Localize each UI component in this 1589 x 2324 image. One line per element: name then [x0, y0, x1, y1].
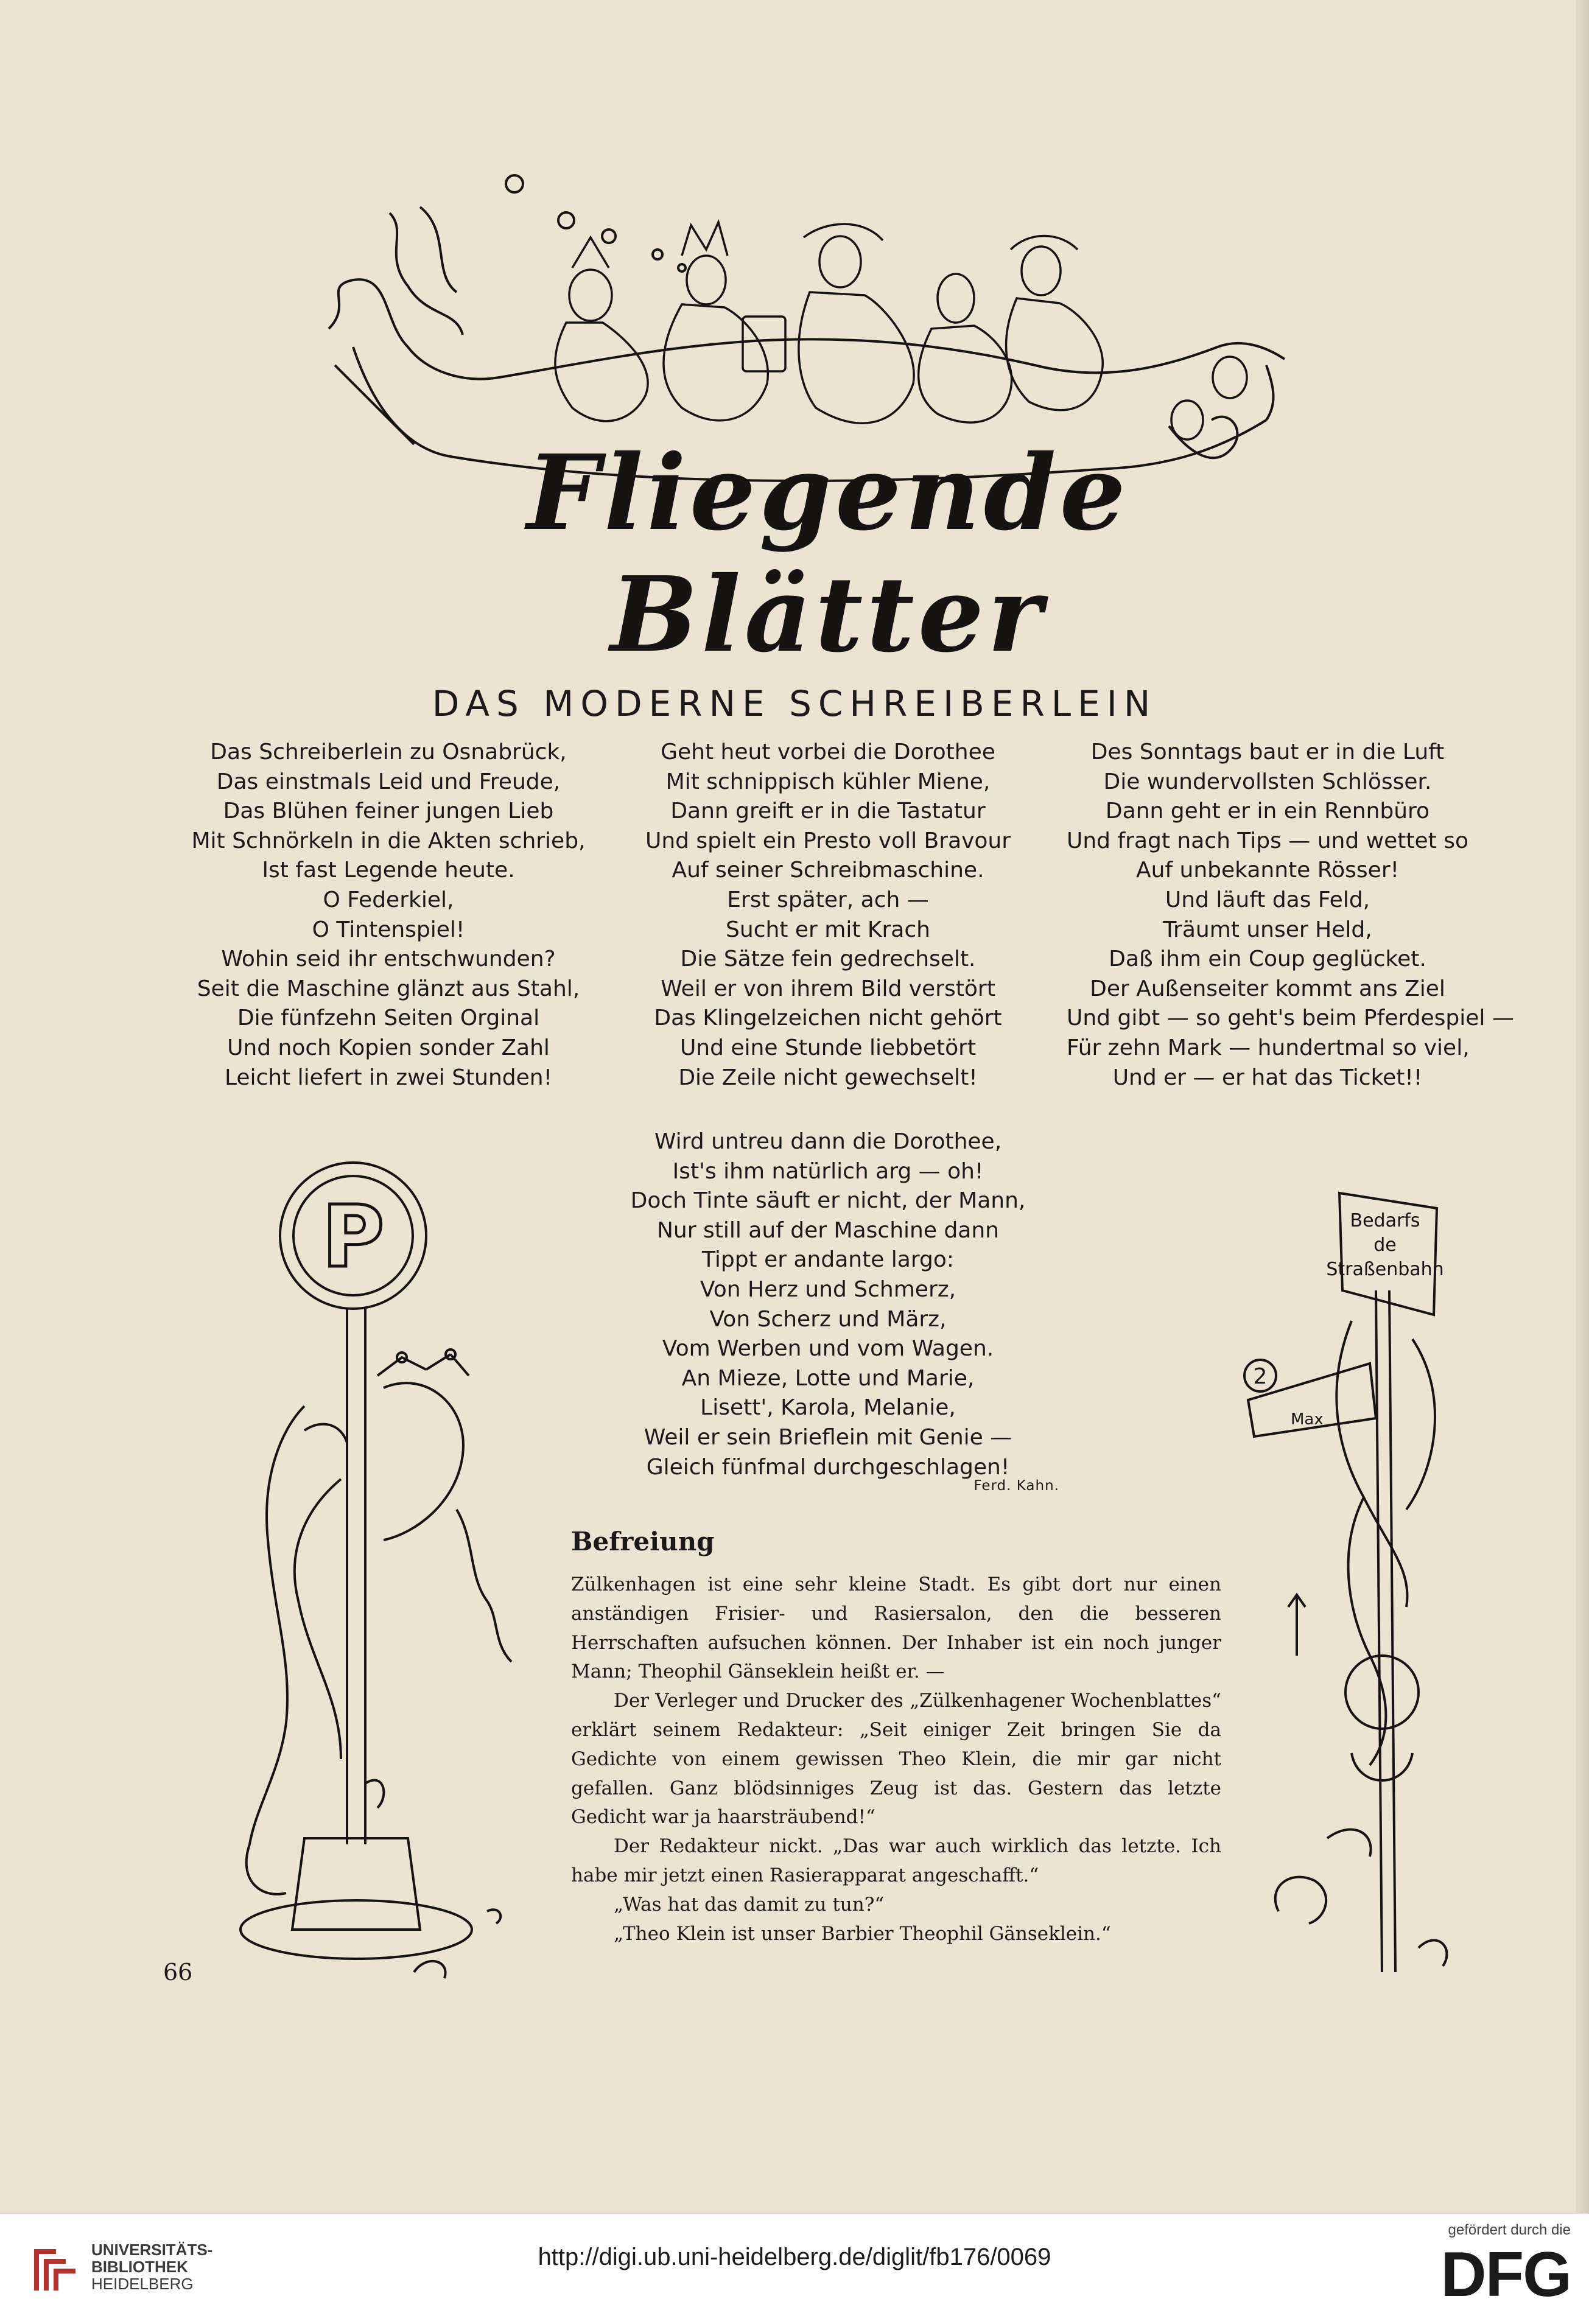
verse-line: Auf unbekannte Rösser! [1135, 858, 1400, 883]
verse-line: Von Scherz und März, [709, 1306, 947, 1332]
verse-line: O Tintenspiel! [312, 917, 465, 942]
library-name-line: HEIDELBERG [91, 2275, 194, 2293]
verse-line: An Mieze, Lotte und Marie, [681, 1365, 975, 1391]
prose-heading: Befreiung [571, 1527, 715, 1556]
permalink-url[interactable]: http://digi.ub.uni-heidelberg.de/diglit/fb176/0069 [538, 2244, 1051, 2270]
verse-line: Und noch Kopien sonder Zahl [227, 1035, 550, 1060]
dfg-logo[interactable]: DFG [1440, 2239, 1571, 2310]
tram-sign-line: de [1373, 1234, 1397, 1256]
verse-line: Der Außenseiter kommt ans Ziel [1090, 976, 1445, 1001]
verse-line: Und eine Stunde liebbetört [679, 1035, 977, 1060]
poem-column-1 [188, 738, 589, 1093]
library-name-line: UNIVERSITÄTS- [91, 2241, 213, 2259]
verse-line: Weil er von ihrem Bild verstört [661, 976, 995, 1001]
prose-paragraph: „Theo Klein ist unser Barbier Theophil Gänseklein.“ [614, 1922, 1111, 1945]
verse-line: Und gibt — so geht's beim Pferdespiel — [1067, 1006, 1514, 1031]
verse-line: Das Klingelzeichen nicht gehört [654, 1006, 1002, 1031]
prose-paragraph: Der Verleger und Drucker des „Zülkenhagener Wochenblattes“ erklärt seinem Redakteur: „Seit einiger Zeit bringen Sie da Gedichte von einem gewissen Theo Klein, die mir gar nicht gefallen. Ganz blödsinniges Zeug ist das. Gestern das letzte Gedicht war ja haarsträubend!“ [571, 1690, 1221, 1829]
verse-line: Nur still auf der Maschine dann [657, 1217, 999, 1243]
verse-line: Doch Tinte säuft er nicht, der Mann, [630, 1188, 1026, 1214]
verse-line: Und fragt nach Tips — und wettet so [1067, 828, 1468, 853]
funding-note: gefördert durch die [1448, 2222, 1571, 2238]
verse-line: Und spielt ein Presto voll Bravour [645, 828, 1011, 853]
verse-line: Sucht er mit Krach [726, 917, 930, 942]
verse-line: Auf seiner Schreibmaschine. [672, 858, 984, 883]
poem-column-3 [1067, 738, 1514, 1093]
verse-line: Leicht liefert in zwei Stunden! [224, 1065, 553, 1090]
verse-line: Mit schnippisch kühler Miene, [665, 769, 991, 794]
verse-line: Von Herz und Schmerz, [700, 1276, 956, 1302]
jester-sign-illustration [183, 1114, 524, 1997]
tram-stop-drawing [1230, 1181, 1498, 1997]
masthead-illustration [317, 164, 1291, 676]
tram-stop-illustration [1230, 1181, 1498, 1997]
prose-paragraph: Der Redakteur nickt. „Das war auch wirklich das letzte. Ich habe mir jetzt einen Rasierapparat angeschafft.“ [571, 1835, 1221, 1886]
verse-line: Die wundervollsten Schlösser. [1103, 769, 1432, 794]
page-number: 66 [163, 1959, 193, 1986]
tram-sign-line: Bedarfs [1350, 1210, 1420, 1231]
verse-line: Das Blühen feiner jungen Lieb [223, 799, 554, 824]
verse-line: Seit die Maschine glänzt aus Stahl, [197, 976, 580, 1001]
verse-line: Weil er sein Brieflein mit Genie — [644, 1424, 1012, 1450]
poem-stanza-4 [597, 1127, 1059, 1482]
verse-line: Für zehn Mark — hundertmal so viel, [1067, 1035, 1470, 1060]
verse-line: Die Zeile nicht gewechselt! [678, 1065, 978, 1090]
verse-line: Dann geht er in ein Rennbüro [1105, 799, 1430, 824]
verse-line: Ist's ihm natürlich arg — oh! [672, 1158, 984, 1184]
verse-line: Mit Schnörkeln in die Akten schrieb, [191, 828, 586, 853]
library-name-line: BIBLIOTHEK [91, 2258, 188, 2276]
tram-sign-line: Straßenbahn [1326, 1259, 1444, 1280]
poem-title: DAS MODERNE SCHREIBERLEIN [432, 683, 1157, 724]
verse-line: Tippt er andante largo: [701, 1247, 955, 1273]
verse-line: Daß ihm ein Coup geglücket. [1109, 947, 1426, 972]
prose-body [571, 1570, 1221, 1948]
jester-sign-drawing [183, 1114, 524, 1997]
verse-line: Wird untreu dann die Dorothee, [654, 1129, 1002, 1154]
verse-line: Dann greift er in die Tastatur [670, 799, 986, 824]
poem-author: Ferd. Kahn. [973, 1478, 1059, 1494]
verse-line: Die Sätze fein gedrechselt. [680, 947, 976, 972]
verse-line: Geht heut vorbei die Dorothee [661, 740, 995, 765]
scan-edge [1576, 0, 1589, 2213]
verse-line: Das einstmals Leid und Freude, [216, 769, 561, 794]
verse-line: Und läuft das Feld, [1165, 887, 1370, 912]
poem-column-2 [627, 738, 1029, 1093]
verse-line: O Federkiel, [323, 887, 454, 912]
sign-letter: P [321, 1188, 385, 1287]
verse-line: Träumt unser Held, [1163, 917, 1372, 942]
verse-line: Und er — er hat das Ticket!! [1112, 1065, 1423, 1090]
verse-line: Das Schreiberlein zu Osnabrück, [210, 740, 567, 765]
masthead-title: Fliegende Blätter [527, 432, 1129, 676]
verse-line: Gleich fünfmal durchgeschlagen! [646, 1454, 1010, 1480]
verse-line: Lisett', Karola, Melanie, [700, 1395, 956, 1421]
verse-line: Die fünfzehn Seiten Orginal [237, 1006, 540, 1031]
tram-label: Max [1291, 1410, 1324, 1429]
tram-number-sign: 2 [1253, 1364, 1268, 1389]
verse-line: Vom Werben und vom Wagen. [662, 1336, 994, 1362]
verse-line: Wohin seid ihr entschwunden? [221, 947, 556, 972]
verse-line: Ist fast Legende heute. [262, 858, 515, 883]
verse-line: Des Sonntags baut er in die Luft [1090, 740, 1445, 765]
verse-line: Erst später, ach — [727, 887, 929, 912]
prose-paragraph: Zülkenhagen ist eine sehr kleine Stadt. Es gibt dort nur einen anständigen Frisier- und Rasiersalon, den die besseren Herrschaften aufsuchen können. Der Inhaber ist ein noch junger Mann; Theophil Gänseklein heißt er. — [571, 1573, 1221, 1683]
prose-paragraph: „Was hat das damit zu tun?“ [614, 1893, 885, 1916]
